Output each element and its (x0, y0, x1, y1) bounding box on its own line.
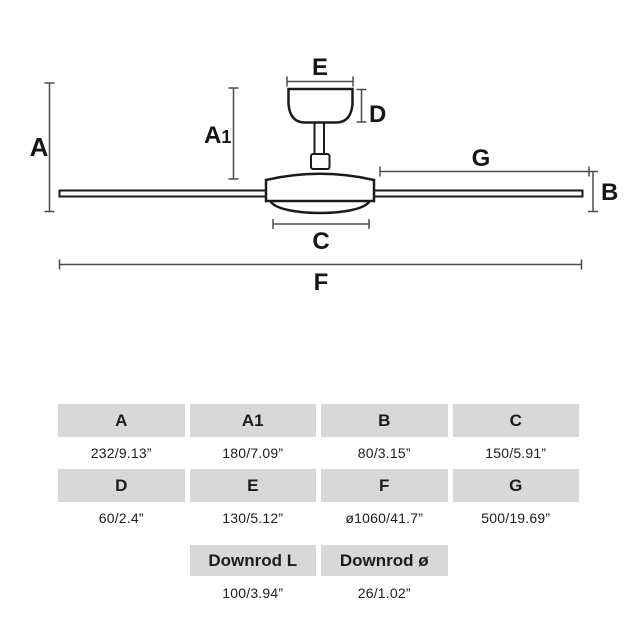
spec-value-downrod-length: 100/3.94” (222, 585, 284, 601)
dim-line-d (357, 90, 367, 123)
spec-value-downrod-diameter: 26/1.02” (357, 585, 411, 601)
fan-canopy (289, 89, 353, 123)
spec-value-e: 130/5.12” (222, 510, 284, 526)
dim-label-a1 (204, 122, 231, 149)
fan-downrod-group (311, 121, 330, 169)
spec-value-g: 500/19.69” (481, 510, 551, 526)
dim-label-f: F (313, 269, 329, 296)
spec-header-g: G (453, 469, 580, 502)
spec-header-a: A (58, 404, 185, 437)
spec-header-e: E (190, 469, 317, 502)
dim-label-a1-sub: 1 (221, 127, 232, 147)
spec-value-b: 80/3.15” (357, 445, 411, 461)
dim-label-b: B (601, 179, 619, 206)
dim-label-c: C (312, 228, 330, 255)
spec-header-d: D (58, 469, 185, 502)
dim-label-g: G (471, 145, 491, 172)
dim-label-e: E (311, 54, 329, 81)
fan-downrod (315, 121, 325, 154)
fan-blade-left (60, 191, 267, 197)
spec-header-downrod-diameter: Downrod ø (321, 545, 448, 576)
fan-coupler (311, 154, 330, 169)
spec-value-f: ø1060/41.7” (345, 510, 424, 526)
fan-light-kit (271, 201, 370, 213)
spec-header-a1: A1 (190, 404, 317, 437)
dim-label-d: D (369, 101, 387, 128)
fan-motor-housing (266, 174, 374, 213)
dim-label-a1-main: A (204, 122, 222, 149)
spec-header-c: C (453, 404, 580, 437)
spec-table (58, 404, 579, 610)
fan-motor-body (266, 174, 374, 201)
dim-line-f (60, 260, 582, 270)
dim-label-a: A (29, 132, 49, 162)
spec-header-downrod-length: Downrod L (190, 545, 317, 576)
spec-header-b: B (321, 404, 448, 437)
spec-value-c: 150/5.91” (485, 445, 547, 461)
spec-value-a1: 180/7.09” (222, 445, 284, 461)
spec-value-a: 232/9.13” (90, 445, 152, 461)
fan-blade-right (374, 191, 583, 197)
dim-line-b (588, 172, 598, 212)
spec-value-d: 60/2.4” (98, 510, 144, 526)
spec-header-f: F (321, 469, 448, 502)
